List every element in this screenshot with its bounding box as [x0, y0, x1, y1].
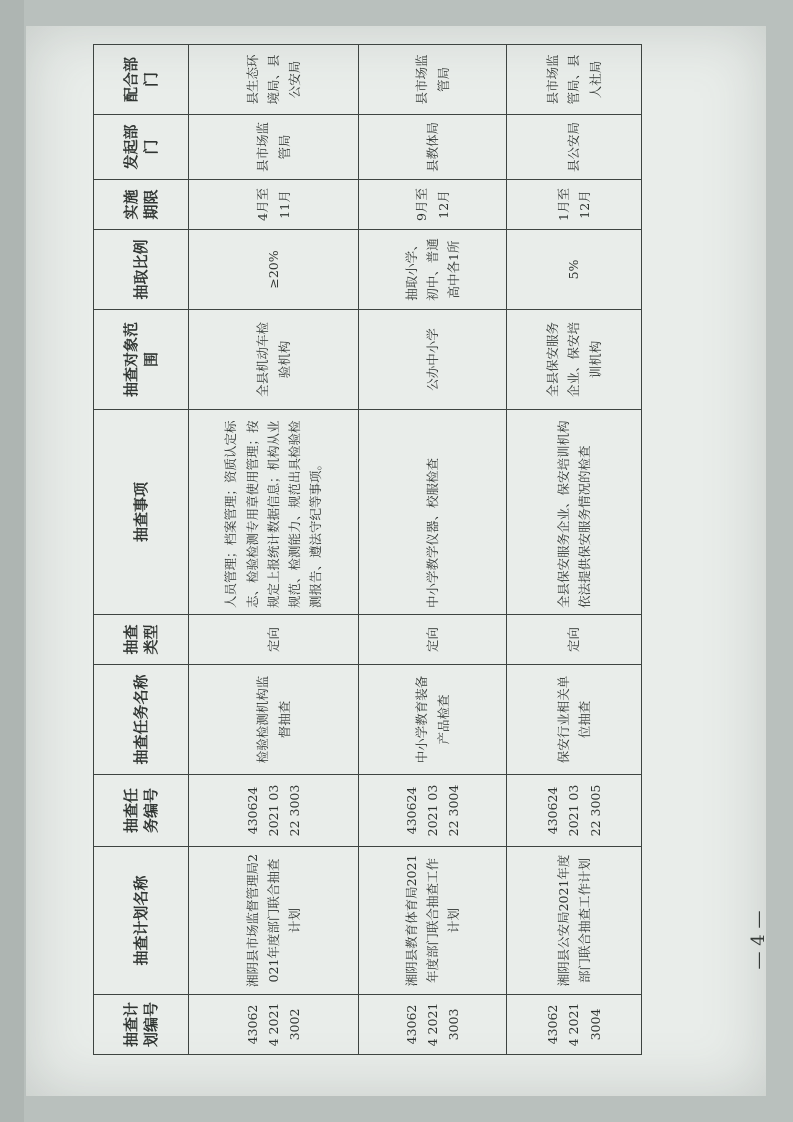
- cell-period: 9月至12月: [359, 180, 507, 230]
- cell-task-no: 430624 2021 0322 3005: [507, 775, 642, 847]
- cell-initiator: 县市场监管局: [189, 115, 359, 180]
- header-type: 抽查类型: [94, 615, 189, 665]
- header-scope: 抽查对象范围: [94, 310, 189, 410]
- header-task-name: 抽查任务名称: [94, 665, 189, 775]
- cell-plan-name: 湘阴县市场监督管理局2021年度部门联合抽查计划: [189, 847, 359, 995]
- cell-scope: 全县保安服务企业、保安培训机构: [507, 310, 642, 410]
- table-header-row: [94, 45, 189, 1055]
- cell-partner: 县市场监管局、县人社局: [507, 45, 642, 115]
- cell-plan-name: 湘阴县教育体育局2021年度部门联合抽查工作计划: [359, 847, 507, 995]
- header-period: 实施期限: [94, 180, 189, 230]
- cell-plan-no: 430624 2021 3004: [507, 995, 642, 1055]
- cell-items: 全县保安服务企业、保安培训机构依法提供保安服务情况的检查: [507, 410, 642, 615]
- header-initiator: 发起部门: [94, 115, 189, 180]
- cell-task-no: 430624 2021 0322 3003: [189, 775, 359, 847]
- cell-scope: 全县机动车检验机构: [189, 310, 359, 410]
- header-ratio: 抽取比例: [94, 230, 189, 310]
- cell-type: 定向: [189, 615, 359, 665]
- header-plan-no: 抽查计划编号: [94, 995, 189, 1055]
- cell-ratio: 5%: [507, 230, 642, 310]
- cell-task-name: 中小学教育装备产品检查: [359, 665, 507, 775]
- cell-scope: 公办中小学: [359, 310, 507, 410]
- cell-partner: 县生态环境局、县公安局: [189, 45, 359, 115]
- cell-task-name: 保安行业相关单位抽查: [507, 665, 642, 775]
- header-plan-name: 抽查计划名称: [94, 847, 189, 995]
- spot-check-plan-table: [93, 44, 642, 1055]
- cell-items: 中小学教学仪器、校服检查: [359, 410, 507, 615]
- cell-type: 定向: [359, 615, 507, 665]
- header-items: 抽查事项: [94, 410, 189, 615]
- cell-type: 定向: [507, 615, 642, 665]
- table-row: [189, 45, 359, 1055]
- cell-plan-name: 湘阴县公安局2021年度部门联合抽查工作计划: [507, 847, 642, 995]
- page-number: — 4 —: [748, 910, 769, 970]
- cell-task-no: 430624 2021 0322 3004: [359, 775, 507, 847]
- cell-plan-no: 430624 2021 3003: [359, 995, 507, 1055]
- scan-edge: [0, 0, 24, 1122]
- rotated-table-container: [93, 45, 641, 1055]
- cell-partner: 县市场监管局: [359, 45, 507, 115]
- cell-ratio: ≥20%: [189, 230, 359, 310]
- cell-ratio: 抽取小学、初中、普通高中各1所: [359, 230, 507, 310]
- header-task-no: 抽查任务编号: [94, 775, 189, 847]
- cell-initiator: 县公安局: [507, 115, 642, 180]
- cell-task-name: 检验检测机构监督抽查: [189, 665, 359, 775]
- cell-plan-no: 430624 2021 3002: [189, 995, 359, 1055]
- header-partner: 配合部门: [94, 45, 189, 115]
- cell-initiator: 县教体局: [359, 115, 507, 180]
- table-row: [359, 45, 507, 1055]
- cell-items: 人员管理；档案管理；资质认定标志、检验检测专用章使用管理；按规定上报统计数据信息；机构从业规范、检测能力、规范出具检验检测报告、遵法守纪等事项。: [189, 410, 359, 615]
- cell-period: 1月至12月: [507, 180, 642, 230]
- table-row: [507, 45, 642, 1055]
- cell-period: 4月至11月: [189, 180, 359, 230]
